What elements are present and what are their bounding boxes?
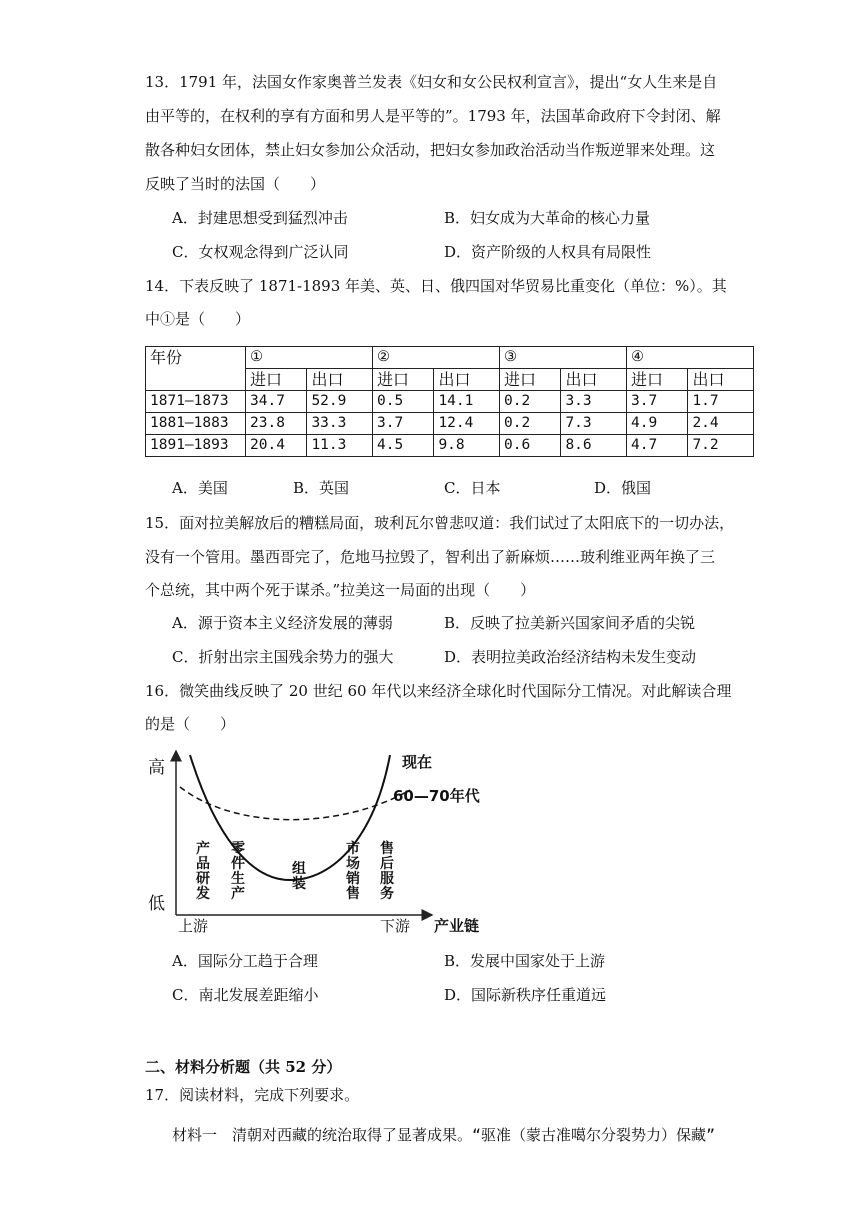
- series-line-present: [190, 755, 390, 880]
- q13-option-d[interactable]: D．资产阶级的人权具有局限性: [444, 243, 652, 261]
- table-year-header: 年份: [146, 347, 246, 391]
- q15-option-c[interactable]: C．折射出宗主国残余势力的强大: [172, 648, 394, 666]
- y-low-label: 低: [148, 894, 165, 914]
- stage-label: 售后服务: [380, 841, 394, 902]
- trade-table: [145, 346, 754, 457]
- q16-option-c[interactable]: C．南北发展差距缩小: [172, 986, 319, 1004]
- table-cell: 2.4: [688, 413, 754, 435]
- q15-option-b[interactable]: B．反映了拉美新兴国家间矛盾的尖锐: [444, 614, 696, 632]
- table-cell: 23.8: [246, 413, 307, 435]
- q16-line-1: 16．微笑曲线反映了 20 世纪 60 年代以来经济全球化时代国际分工情况。对此解读合理: [145, 682, 732, 700]
- table-cell: 14.1: [434, 391, 500, 413]
- table-group-3: ③: [500, 347, 627, 369]
- x-end-label: 下游: [380, 917, 411, 935]
- q13-line-1: 13．1791 年，法国女作家奥普兰发表《妇女和女公民权利宣言》，提出“女人生来是自: [145, 73, 718, 91]
- stage-label: 零件生产: [231, 841, 245, 902]
- table-group-2: ②: [373, 347, 500, 369]
- q16-line-2: 的是（ ）: [145, 715, 236, 733]
- table-row: [146, 435, 754, 457]
- table-cell: 12.4: [434, 413, 500, 435]
- table-sub-import: 进口: [246, 369, 307, 391]
- table-cell: 3.7: [627, 391, 688, 413]
- table-cell: 11.3: [307, 435, 373, 457]
- table-cell: 4.9: [627, 413, 688, 435]
- table-cell: 0.2: [500, 391, 561, 413]
- section-2-title: 二、材料分析题（共 52 分）: [145, 1058, 342, 1076]
- table-sub-import: 进口: [627, 369, 688, 391]
- q14-option-c[interactable]: C．日本: [444, 479, 501, 497]
- table-sub-export: 出口: [561, 369, 627, 391]
- table-group-1: ①: [246, 347, 373, 369]
- series-label-present: 现在: [402, 753, 433, 771]
- q14-option-d[interactable]: D．俄国: [594, 479, 652, 497]
- table-cell: 7.3: [561, 413, 627, 435]
- q14-line-2: 中①是（ ）: [145, 310, 251, 328]
- table-group-4: ④: [627, 347, 754, 369]
- series-label-6070s: 60—70年代: [393, 787, 480, 805]
- table-cell: 4.7: [627, 435, 688, 457]
- table-sub-export: 出口: [688, 369, 754, 391]
- table-cell: 0.2: [500, 413, 561, 435]
- q13-line-2: 由平等的，在权利的享有方面和男人是平等的”。1793 年，法国革命政府下令封闭、解: [145, 107, 721, 125]
- q15-line-1: 15．面对拉美解放后的糟糕局面，玻利瓦尔曾悲叹道：我们试过了太阳底下的一切办法，: [145, 514, 735, 532]
- table-cell: 33.3: [307, 413, 373, 435]
- table-sub-export: 出口: [434, 369, 500, 391]
- table-sub-export: 出口: [307, 369, 373, 391]
- table-cell: 4.5: [373, 435, 434, 457]
- q15-line-2: 没有一个管用。墨西哥完了，危地马拉毁了，智利出了新麻烦……玻利维亚两年换了三: [145, 548, 716, 566]
- q13-option-c[interactable]: C．女权观念得到广泛认同: [172, 243, 349, 261]
- table-cell: 7.2: [688, 435, 754, 457]
- x-axis-title: 产业链: [434, 917, 480, 935]
- q16-option-d[interactable]: D．国际新秩序任重道远: [444, 986, 607, 1004]
- table-cell: 20.4: [246, 435, 307, 457]
- q16-option-a[interactable]: A．国际分工趋于合理: [172, 952, 318, 970]
- table-cell: 1.7: [688, 391, 754, 413]
- q13-line-4: 反映了当时的法国（ ）: [145, 175, 326, 193]
- table-row: [146, 413, 754, 435]
- table-cell: 3.7: [373, 413, 434, 435]
- q14-option-a[interactable]: A．美国: [172, 479, 228, 497]
- q15-line-3: 个总统，其中两个死于谋杀。”拉美这一局面的出现（ ）: [145, 581, 536, 599]
- table-sub-import: 进口: [500, 369, 561, 391]
- q17-material-1: 材料一 清朝对西藏的统治取得了显著成果。“驱准（蒙古准噶尔分裂势力）保藏”: [172, 1126, 716, 1144]
- stage-label: 市场销售: [346, 841, 360, 902]
- stage-label: 产品研发: [196, 841, 210, 902]
- q17-prompt: 17．阅读材料，完成下列要求。: [145, 1086, 360, 1104]
- q14-option-b[interactable]: B．英国: [293, 479, 350, 497]
- stage-labels: [195, 840, 395, 902]
- q13-line-3: 散各种妇女团体，禁止妇女参加公众活动，把妇女参加政治活动当作叛逆罪来处理。这: [145, 141, 716, 159]
- y-high-label: 高: [148, 758, 165, 778]
- table-cell: 52.9: [307, 391, 373, 413]
- table-cell-year: 1891—1893: [146, 435, 246, 457]
- table-cell-year: 1881—1883: [146, 413, 246, 435]
- x-start-label: 上游: [178, 917, 209, 935]
- table-cell: 34.7: [246, 391, 307, 413]
- table-cell: 9.8: [434, 435, 500, 457]
- table-cell: 8.6: [561, 435, 627, 457]
- table-cell: 3.3: [561, 391, 627, 413]
- q15-option-d[interactable]: D．表明拉美政治经济结构未发生变动: [444, 648, 697, 666]
- q13-option-b[interactable]: B．妇女成为大革命的核心力量: [444, 209, 651, 227]
- table-cell: 0.5: [373, 391, 434, 413]
- table-cell: 0.6: [500, 435, 561, 457]
- table-cell-year: 1871—1873: [146, 391, 246, 413]
- q13-option-a[interactable]: A．封建思想受到猛烈冲击: [172, 209, 348, 227]
- smile-curve-chart: [140, 745, 520, 940]
- q16-option-b[interactable]: B．发展中国家处于上游: [444, 952, 606, 970]
- q15-option-a[interactable]: A．源于资本主义经济发展的薄弱: [172, 614, 393, 632]
- stage-label: 组装: [292, 861, 306, 892]
- table-sub-import: 进口: [373, 369, 434, 391]
- q14-line-1: 14．下表反映了 1871-1893 年美、英、日、俄四国对华贸易比重变化（单位：%）。其: [145, 277, 727, 295]
- table-row: [146, 391, 754, 413]
